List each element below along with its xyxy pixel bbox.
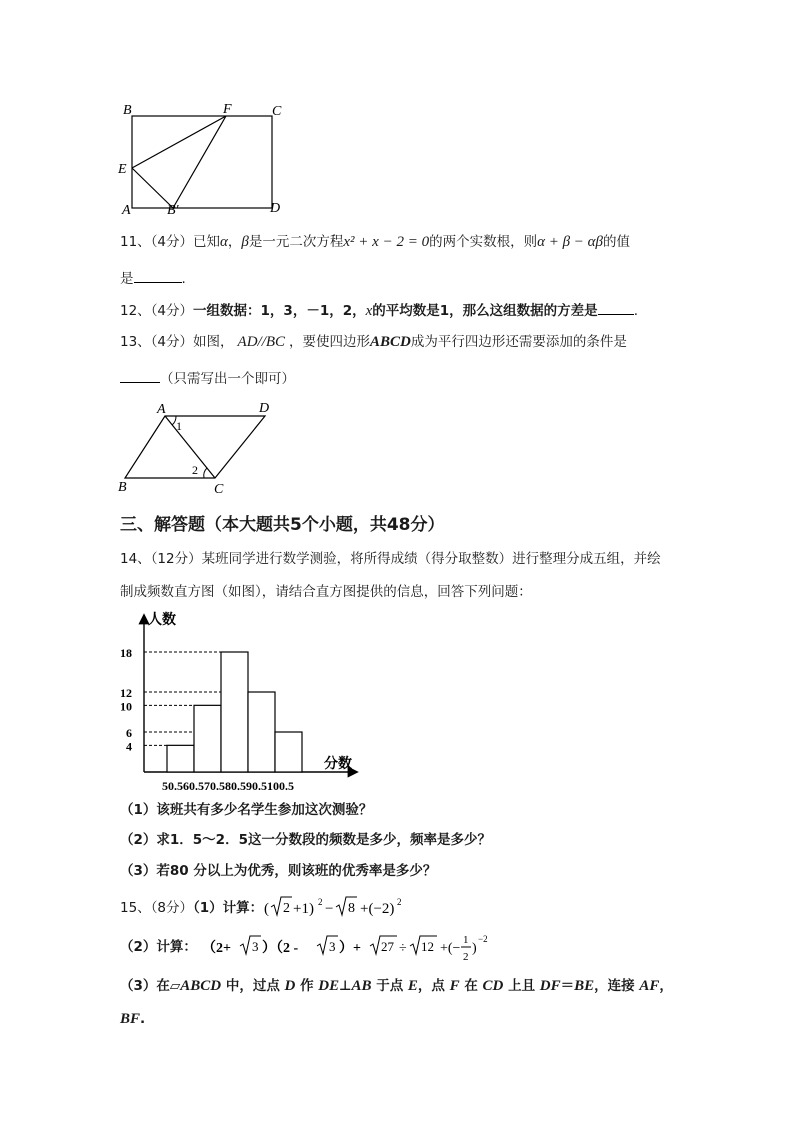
q13-text1: 如图，: [193, 334, 234, 350]
question-15-part2: [120, 938, 197, 956]
q15-part1-label: （1）计算：: [193, 900, 264, 916]
fig2-angle-2: 2: [192, 463, 198, 477]
q15-score: （8分）: [150, 900, 194, 916]
q15-part3-u: ，: [659, 978, 673, 994]
q15-part3-p: DF: [539, 978, 561, 994]
q15-formula1: [262, 894, 422, 920]
fig1-label-F: F: [223, 102, 232, 117]
q15-part3-d: D: [284, 978, 296, 994]
q13-number: 13、: [120, 334, 151, 350]
fig2-label-B: B: [118, 480, 127, 495]
q11-number: 11、: [120, 234, 151, 250]
fig1-label-C: C: [272, 104, 282, 119]
question-14-line2: [120, 583, 532, 601]
question-15-part3-line2: [120, 1010, 145, 1028]
q15-part3-t: AF: [639, 978, 660, 994]
q15-part3-n: CD: [482, 978, 504, 994]
q14-text2: 制成频数直方图（如图），请结合直方图提供的信息，回答下列问题：: [120, 584, 532, 600]
q15-part3-m: 在: [459, 978, 483, 994]
q11-text: 已知: [193, 234, 221, 250]
figure-rectangle-fold: [110, 98, 290, 218]
question-14-line1: [120, 550, 661, 568]
question-15-part3: [120, 977, 673, 995]
fig2-label-A: A: [157, 402, 166, 417]
q15-part3-o: 上且: [503, 978, 540, 994]
q14-sub2-text: （2）求1．5～2．5这一分数段的频数是多少，频率是多少？: [120, 832, 491, 848]
q11-answer-blank[interactable]: [134, 270, 182, 283]
q15-part3-h: AB: [351, 978, 372, 994]
svg-text:1: 1: [463, 934, 469, 946]
histogram-ytick-18: 18: [120, 646, 132, 660]
q11-text4: 的值: [603, 234, 631, 250]
q15-part3-j: E: [407, 978, 418, 994]
fig1-label-B: B: [123, 103, 132, 118]
q15-part3-i: 于点: [371, 978, 408, 994]
q12-answer-blank[interactable]: [598, 302, 634, 315]
svg-text:2: 2: [463, 951, 469, 963]
q11-beta: β: [241, 234, 249, 250]
q11-text5: 是: [120, 271, 134, 287]
q15-part3-f: DE: [318, 978, 340, 994]
q13-answer-blank[interactable]: [120, 370, 160, 383]
q12-score: （4分）: [150, 303, 194, 319]
histogram-bar-2: [194, 705, 221, 772]
q14-sub1: [120, 801, 372, 819]
q15-part3-l: F: [449, 978, 460, 994]
svg-text:）（2 -: ）（2 -: [262, 941, 299, 956]
svg-text:27: 27: [381, 939, 394, 954]
svg-text:−2: −2: [478, 934, 488, 944]
histogram-ytick-10: 10: [120, 699, 132, 714]
q15-part3-c: 中，过点: [221, 978, 285, 994]
q14-sub2: [120, 831, 491, 849]
q12-x: x: [365, 303, 373, 319]
figure-parallelogram: [110, 398, 280, 498]
q11-text2: 是一元二次方程: [248, 234, 344, 250]
fig2-angle-1: 1: [176, 419, 182, 433]
svg-text:2: 2: [318, 897, 323, 907]
q15-number: 15、: [120, 900, 151, 916]
histogram-ytick-4: 4: [126, 739, 132, 754]
svg-text:): ): [472, 941, 477, 956]
svg-text:2: 2: [283, 901, 290, 916]
q12-text2: 的平均数是1，那么这组数据的方差是: [372, 303, 598, 319]
q13-text3: 成为平行四边形还需要添加的条件是: [410, 334, 627, 350]
q15-formula2-exponent: [478, 930, 498, 946]
section-heading: 三、解答题（本大题共5个小题，共48分）: [120, 515, 445, 535]
q12-number: 12、: [120, 303, 151, 319]
q11-alpha: α: [220, 234, 228, 250]
q15-part3-k: ，点: [417, 978, 450, 994]
histogram-bar-3: [221, 652, 248, 772]
histogram-bar-4: [248, 692, 275, 772]
q12-text: 一组数据：1，3，－1，2，: [193, 303, 366, 319]
q14-text1: 某班同学进行数学测验，将所得成绩（得分取整数）进行整理分成五组，并绘: [201, 551, 661, 567]
svg-text:3: 3: [252, 939, 259, 954]
svg-text:8: 8: [348, 901, 355, 916]
q15-formula2: [200, 928, 480, 968]
chart-xtick-labels: 50.560.570.580.590.5100.5: [162, 779, 294, 793]
q14-sub1-text: （1）该班共有多少名学生参加这次测验？: [120, 802, 373, 818]
q15-part3-v: BF: [120, 1011, 141, 1027]
q13-condition: AD//BC: [237, 334, 286, 350]
q11-end: .: [181, 271, 186, 287]
chart-ylabel: 人数: [148, 613, 176, 628]
question-13-line1: [120, 333, 627, 351]
q15-part2-label: （2）计算：: [120, 939, 197, 955]
fig2-label-C: C: [214, 482, 224, 497]
q14-sub3: [120, 862, 436, 880]
fig1-label-Bprime: B′: [167, 203, 179, 218]
question-15-part1: [120, 899, 263, 917]
q15-part3-s: ，连接: [594, 978, 640, 994]
question-12: [120, 302, 638, 320]
q15-part3-w: .: [140, 1011, 146, 1027]
chart-xlabel: 分数: [324, 757, 352, 772]
q11-expression: α + β − αβ: [537, 234, 604, 250]
svg-text:）+: ）+: [339, 941, 361, 956]
q14-score: （12分）: [150, 551, 202, 567]
q13-score: （4分）: [150, 334, 194, 350]
q15-part3-b: ABCD: [180, 978, 222, 994]
q12-end: .: [633, 303, 638, 319]
svg-text:+(−: +(−: [440, 941, 461, 956]
svg-text:+1): +1): [293, 901, 314, 917]
histogram-ytick-12: 12: [120, 686, 132, 700]
q15-part3-g: ⊥: [339, 978, 352, 994]
svg-text:2: 2: [397, 897, 402, 907]
histogram-bar-5: [275, 732, 302, 772]
q13-text2: ，要使四边形: [289, 334, 371, 350]
fig2-label-D: D: [259, 401, 270, 416]
histogram-ytick-6: 6: [126, 726, 132, 740]
q15-part3-a: （3）在▱: [120, 978, 181, 994]
histogram-bar-1: [167, 745, 194, 772]
fig1-label-E: E: [118, 162, 127, 177]
svg-text:（2+: （2+: [202, 941, 231, 956]
q11-text3: 的两个实数根，则: [429, 234, 538, 250]
svg-text:12: 12: [421, 939, 434, 954]
svg-text:(: (: [264, 901, 269, 917]
q15-part3-r: BE: [574, 978, 595, 994]
fig1-label-A: A: [122, 203, 131, 218]
question-13-line2: [120, 370, 295, 388]
q11-equation: x² + x − 2 = 0: [343, 234, 430, 250]
question-11-line2: [120, 270, 186, 288]
q11-score: （4分）: [150, 234, 194, 250]
histogram-chart: [118, 608, 368, 793]
svg-text:3: 3: [329, 939, 336, 954]
q13-text4: （只需写出一个即可）: [160, 371, 295, 387]
fig1-label-D: D: [270, 201, 281, 216]
q14-sub3-text: （3）若80 分以上为优秀，则该班的优秀率是多少？: [120, 863, 437, 879]
q11-comma: ，: [227, 234, 242, 250]
svg-text:−: −: [325, 901, 334, 917]
svg-text:+(−2): +(−2): [360, 901, 395, 917]
q15-part3-q: ＝: [560, 978, 575, 994]
q14-number: 14、: [120, 551, 151, 567]
q13-abcd: ABCD: [370, 334, 411, 350]
svg-text:÷: ÷: [399, 941, 407, 956]
question-11-line1: [120, 233, 630, 251]
q15-part3-e: 作: [295, 978, 319, 994]
